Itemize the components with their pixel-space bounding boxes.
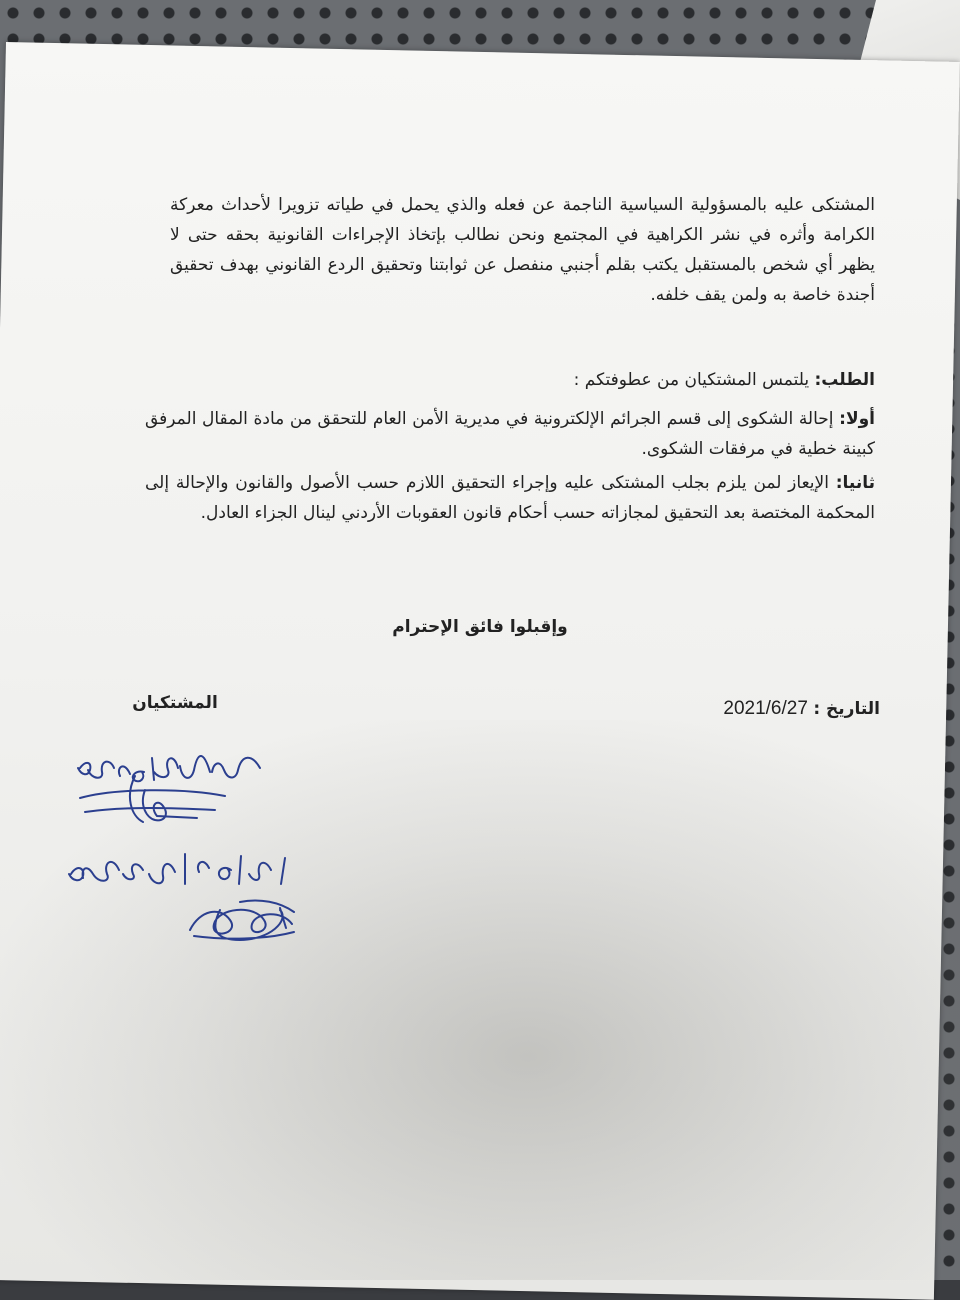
- date-value: 2021/6/27: [723, 698, 808, 719]
- date-label: التاريخ :: [813, 699, 880, 719]
- signature-scribble-1: [75, 770, 235, 840]
- first-text: إحالة الشكوى إلى قسم الجرائم الإلكترونية في مديرية الأمن العام للتحقق من مادة المقال المرفق كبينة خطية في مرفقات الشكوى.: [145, 409, 875, 459]
- second-demand: [145, 468, 875, 528]
- date-line: [700, 694, 880, 724]
- request-line: [540, 365, 875, 395]
- second-label: ثانيا:: [835, 473, 875, 493]
- first-demand: [145, 404, 875, 464]
- signature-scribble-2: [180, 890, 310, 960]
- first-label: أولا:: [839, 409, 876, 429]
- complainants-label: المشتكيان: [132, 693, 218, 713]
- closing-salutation: وإقبلوا فائق الإحترام: [392, 617, 568, 637]
- second-text: الإيعاز لمن يلزم بجلب المشتكى عليه وإجراء التحقيق اللازم حسب الأصول والقانون والإحالة إلى المحكمة المختصة بعد التحقيق لمجازاته حسب أحكام قانون العقوبات الأردني لينال الجزاء العادل.: [145, 473, 875, 523]
- body-paragraph: المشتكى عليه بالمسؤولية السياسية الناجمة عن فعله والذي يحمل في طياته تزويرا لأحداث معركة الكرامة وأثره في نشر الكراهية في المجتمع ونحن نطالب بإتخاذ الإجراءات القانونية بحقه حتى لا يظهر أي شخص بالمستقبل يكتب بقلم أجنبي منفصل عن ثوابتنا وتحقيق الردع القانوني بهدف تحقيق أجندة خاصة به ولمن يقف خلفه.: [170, 195, 875, 305]
- request-text: يلتمس المشتكيان من عطوفتكم :: [573, 370, 810, 390]
- request-label: الطلب:: [814, 370, 875, 390]
